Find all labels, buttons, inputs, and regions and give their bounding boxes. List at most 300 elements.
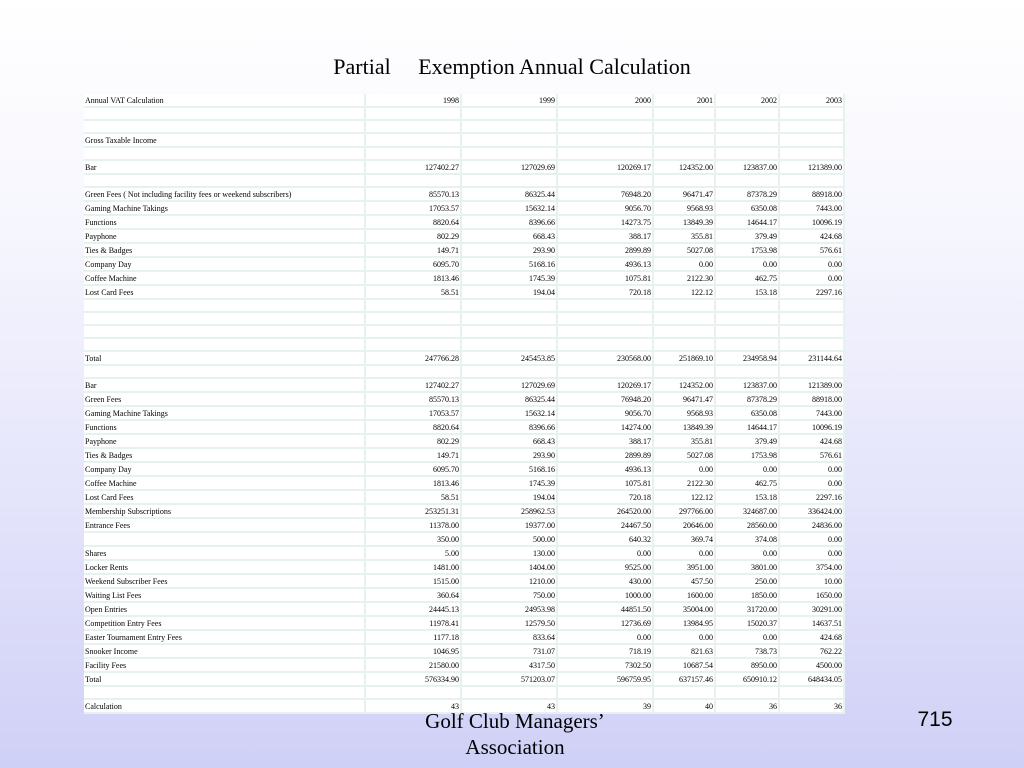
value-cell [779,107,844,120]
value-cell [461,174,557,187]
value-cell: 0.00 [779,546,844,560]
row-label-cell [84,312,365,325]
row-label-cell: Membership Subscriptions [84,504,365,518]
value-cell [365,312,461,325]
table-row [84,271,844,285]
value-cell: 8950.00 [715,658,779,672]
row-label-cell [84,107,365,120]
table-row [84,420,844,434]
value-cell: 39 [557,699,653,713]
table-row [84,476,844,490]
table-row [84,686,844,699]
row-label-cell: Locker Rents [84,560,365,574]
value-cell: 430.00 [557,574,653,588]
value-cell [365,147,461,160]
table-row [84,588,844,602]
table-row [84,120,844,133]
value-cell: 14644.17 [715,215,779,229]
value-cell: 8396.66 [461,420,557,434]
value-cell: 4936.13 [557,462,653,476]
value-cell: 35004.00 [653,602,715,616]
row-label-cell: Snooker Income [84,644,365,658]
row-label-cell: Total [84,672,365,686]
table-row [84,147,844,160]
value-cell: 30291.00 [779,602,844,616]
value-cell [779,325,844,338]
value-cell [715,312,779,325]
value-cell [461,299,557,312]
value-cell [557,147,653,160]
value-cell: 350.00 [365,532,461,546]
value-cell: 293.90 [461,243,557,257]
table-row [84,187,844,201]
slide-title [0,53,1024,81]
value-cell: 576.61 [779,243,844,257]
table-row [84,365,844,378]
value-cell: 720.18 [557,490,653,504]
table-row [84,448,844,462]
value-cell: 194.04 [461,285,557,299]
table-row [84,434,844,448]
value-cell: 96471.47 [653,187,715,201]
value-cell [779,133,844,147]
value-cell: 120269.17 [557,160,653,174]
row-label-cell [84,338,365,351]
value-cell: 0.00 [779,257,844,271]
value-cell: 7302.50 [557,658,653,672]
value-cell: 0.00 [557,546,653,560]
value-cell: 96471.47 [653,392,715,406]
value-cell: 87378.29 [715,187,779,201]
table-row [84,351,844,365]
value-cell: 14273.75 [557,215,653,229]
value-cell: 457.50 [653,574,715,588]
value-cell: 1210.00 [461,574,557,588]
table-row [84,406,844,420]
row-label-cell [84,325,365,338]
value-cell: 86325.44 [461,187,557,201]
value-cell: 640.32 [557,532,653,546]
row-label-cell: Bar [84,378,365,392]
value-cell: 19377.00 [461,518,557,532]
value-cell: 11978.41 [365,616,461,630]
value-cell: 7443.00 [779,201,844,215]
value-cell: 122.12 [653,490,715,504]
table-row [84,257,844,271]
value-cell: 123837.00 [715,160,779,174]
header-cell-year: 2001 [653,94,715,107]
value-cell: 9056.70 [557,201,653,215]
value-cell: 8820.64 [365,420,461,434]
value-cell [779,365,844,378]
value-cell: 1745.39 [461,271,557,285]
value-cell: 10687.54 [653,658,715,672]
value-cell [779,299,844,312]
value-cell: 1075.81 [557,271,653,285]
value-cell: 153.18 [715,285,779,299]
value-cell: 1515.00 [365,574,461,588]
value-cell: 762.22 [779,644,844,658]
row-label-cell [84,686,365,699]
value-cell: 738.73 [715,644,779,658]
value-cell: 0.00 [779,532,844,546]
value-cell: 1177.18 [365,630,461,644]
row-label-cell: Coffee Machine [84,476,365,490]
value-cell: 36 [715,699,779,713]
value-cell: 36 [779,699,844,713]
value-cell [653,174,715,187]
table-row [84,378,844,392]
value-cell: 1813.46 [365,476,461,490]
row-label-cell: Ties & Badges [84,448,365,462]
table-row [84,560,844,574]
slide-number: 715 [917,708,953,731]
value-cell: 8820.64 [365,215,461,229]
table-row [84,243,844,257]
value-cell: 637157.46 [653,672,715,686]
value-cell: 0.00 [653,546,715,560]
value-cell: 24836.00 [779,518,844,532]
header-cell-label: Annual VAT Calculation [84,94,365,107]
value-cell [779,686,844,699]
value-cell: 0.00 [557,630,653,644]
row-label-cell [84,147,365,160]
value-cell: 9568.93 [653,406,715,420]
table-row [84,338,844,351]
value-cell: 5168.16 [461,462,557,476]
value-cell: 3801.00 [715,560,779,574]
value-cell: 324687.00 [715,504,779,518]
value-cell: 24467.50 [557,518,653,532]
value-cell: 85570.13 [365,392,461,406]
value-cell [557,312,653,325]
value-cell: 13984.95 [653,616,715,630]
row-label-cell [84,174,365,187]
value-cell: 1650.00 [779,588,844,602]
value-cell: 17053.57 [365,406,461,420]
table-row [84,644,844,658]
table-row [84,504,844,518]
row-label-cell: Gross Taxable Income [84,133,365,147]
value-cell [653,338,715,351]
value-cell: 43 [461,699,557,713]
value-cell [653,365,715,378]
value-cell: 462.75 [715,476,779,490]
header-cell-year: 2002 [715,94,779,107]
value-cell: 424.68 [779,434,844,448]
value-cell: 750.00 [461,588,557,602]
table-row [84,299,844,312]
row-label-cell: Open Entries [84,602,365,616]
value-cell: 1404.00 [461,560,557,574]
value-cell: 28560.00 [715,518,779,532]
table-row [84,532,844,546]
table-row [84,174,844,187]
value-cell [715,147,779,160]
value-cell: 15632.14 [461,406,557,420]
value-cell [365,120,461,133]
value-cell: 0.00 [715,462,779,476]
value-cell: 15020.37 [715,616,779,630]
value-cell: 5.00 [365,546,461,560]
value-cell: 127029.69 [461,378,557,392]
row-label-cell: Payphone [84,229,365,243]
value-cell [779,147,844,160]
value-cell: 668.43 [461,229,557,243]
value-cell: 231144.64 [779,351,844,365]
value-cell: 121389.00 [779,160,844,174]
value-cell: 374.08 [715,532,779,546]
value-cell: 0.00 [653,257,715,271]
value-cell [653,147,715,160]
value-cell: 10.00 [779,574,844,588]
value-cell: 6350.08 [715,406,779,420]
value-cell: 1753.98 [715,243,779,257]
value-cell: 650910.12 [715,672,779,686]
value-cell [557,120,653,133]
value-cell: 648434.05 [779,672,844,686]
value-cell: 9568.93 [653,201,715,215]
table-row [84,602,844,616]
value-cell: 1745.39 [461,476,557,490]
value-cell: 127402.27 [365,378,461,392]
value-cell: 0.00 [715,630,779,644]
value-cell: 76948.20 [557,392,653,406]
value-cell: 264520.00 [557,504,653,518]
value-cell [653,325,715,338]
header-cell-year: 1999 [461,94,557,107]
table-row [84,160,844,174]
row-label-cell: Green Fees [84,392,365,406]
value-cell [365,107,461,120]
table-row [84,215,844,229]
value-cell: 8396.66 [461,215,557,229]
value-cell: 1600.00 [653,588,715,602]
value-cell: 234958.94 [715,351,779,365]
value-cell: 10096.19 [779,420,844,434]
title-part-main: Exemption Annual Calculation [418,54,691,79]
value-cell [461,365,557,378]
value-cell: 6095.70 [365,257,461,271]
row-label-cell: Shares [84,546,365,560]
row-label-cell [84,365,365,378]
value-cell: 2899.89 [557,243,653,257]
row-label-cell [84,532,365,546]
value-cell [779,312,844,325]
header-cell-year: 2000 [557,94,653,107]
value-cell: 86325.44 [461,392,557,406]
value-cell: 2122.30 [653,271,715,285]
value-cell: 388.17 [557,434,653,448]
value-cell [557,107,653,120]
value-cell [715,174,779,187]
value-cell: 2297.16 [779,490,844,504]
value-cell [715,107,779,120]
table-row [84,325,844,338]
value-cell: 9056.70 [557,406,653,420]
row-label-cell: Easter Tournament Entry Fees [84,630,365,644]
value-cell: 14274.00 [557,420,653,434]
value-cell: 3951.00 [653,560,715,574]
value-cell: 43 [365,699,461,713]
value-cell: 13849.39 [653,215,715,229]
value-cell: 31720.00 [715,602,779,616]
value-cell: 14644.17 [715,420,779,434]
value-cell: 2122.30 [653,476,715,490]
value-cell: 424.68 [779,630,844,644]
value-cell: 149.71 [365,448,461,462]
value-cell [365,299,461,312]
table-row [84,201,844,215]
row-label-cell: Total [84,351,365,365]
value-cell [715,338,779,351]
value-cell: 2899.89 [557,448,653,462]
value-cell: 250.00 [715,574,779,588]
value-cell: 12579.50 [461,616,557,630]
table-row [84,616,844,630]
row-label-cell: Entrance Fees [84,518,365,532]
value-cell: 0.00 [653,630,715,644]
value-cell: 7443.00 [779,406,844,420]
value-cell: 122.12 [653,285,715,299]
value-cell: 124352.00 [653,378,715,392]
row-label-cell [84,299,365,312]
value-cell: 297766.00 [653,504,715,518]
value-cell [461,686,557,699]
value-cell: 802.29 [365,229,461,243]
row-label-cell: Coffee Machine [84,271,365,285]
value-cell: 731.07 [461,644,557,658]
value-cell: 571203.07 [461,672,557,686]
value-cell: 1075.81 [557,476,653,490]
value-cell: 253251.31 [365,504,461,518]
value-cell: 87378.29 [715,392,779,406]
value-cell: 15632.14 [461,201,557,215]
value-cell: 124352.00 [653,160,715,174]
value-cell: 258962.53 [461,504,557,518]
value-cell: 251869.10 [653,351,715,365]
value-cell: 44851.50 [557,602,653,616]
row-label-cell: Calculation [84,699,365,713]
row-label-cell: Weekend Subscriber Fees [84,574,365,588]
row-label-cell [84,120,365,133]
value-cell: 500.00 [461,532,557,546]
value-cell: 6095.70 [365,462,461,476]
value-cell: 720.18 [557,285,653,299]
value-cell [365,325,461,338]
header-cell-year: 2003 [779,94,844,107]
value-cell: 13849.39 [653,420,715,434]
value-cell: 576.61 [779,448,844,462]
value-cell [779,174,844,187]
table-body [84,94,844,713]
value-cell: 0.00 [715,546,779,560]
row-label-cell: Waiting List Fees [84,588,365,602]
title-part-partial: Partial [333,54,391,79]
row-label-cell: Gaming Machine Takings [84,201,365,215]
value-cell [715,133,779,147]
value-cell: 293.90 [461,448,557,462]
value-cell: 355.81 [653,229,715,243]
value-cell: 0.00 [715,257,779,271]
row-label-cell: Company Day [84,257,365,271]
value-cell: 5168.16 [461,257,557,271]
value-cell [365,338,461,351]
row-label-cell: Company Day [84,462,365,476]
value-cell: 2297.16 [779,285,844,299]
value-cell: 4317.50 [461,658,557,672]
value-cell: 424.68 [779,229,844,243]
table-row [84,546,844,560]
value-cell: 194.04 [461,490,557,504]
table-row [84,630,844,644]
value-cell: 462.75 [715,271,779,285]
value-cell [461,133,557,147]
row-label-cell: Functions [84,420,365,434]
value-cell: 0.00 [779,476,844,490]
value-cell [557,325,653,338]
table-row [84,133,844,147]
row-label-cell: Lost Card Fees [84,490,365,504]
footer-organization: Golf Club Managers’ Association [425,709,605,759]
value-cell: 668.43 [461,434,557,448]
value-cell [715,686,779,699]
table-row [84,107,844,120]
value-cell: 1000.00 [557,588,653,602]
value-cell: 0.00 [779,271,844,285]
value-cell: 120269.17 [557,378,653,392]
value-cell: 153.18 [715,490,779,504]
value-cell [365,365,461,378]
row-label-cell: Ties & Badges [84,243,365,257]
value-cell [365,174,461,187]
value-cell [461,338,557,351]
value-cell: 718.19 [557,644,653,658]
table-header-row [84,94,844,107]
value-cell: 6350.08 [715,201,779,215]
row-label-cell: Payphone [84,434,365,448]
value-cell [365,686,461,699]
value-cell: 230568.00 [557,351,653,365]
value-cell: 76948.20 [557,187,653,201]
value-cell [653,133,715,147]
value-cell: 369.74 [653,532,715,546]
value-cell [653,107,715,120]
table-row [84,285,844,299]
value-cell: 14637.51 [779,616,844,630]
value-cell [461,325,557,338]
value-cell [779,338,844,351]
value-cell: 1753.98 [715,448,779,462]
value-cell [557,686,653,699]
table-row [84,490,844,504]
value-cell [715,365,779,378]
value-cell: 4500.00 [779,658,844,672]
value-cell: 24953.98 [461,602,557,616]
value-cell: 388.17 [557,229,653,243]
value-cell: 4936.13 [557,257,653,271]
value-cell [779,120,844,133]
value-cell: 0.00 [779,462,844,476]
value-cell: 821.63 [653,644,715,658]
table-row [84,462,844,476]
value-cell [365,133,461,147]
value-cell [461,312,557,325]
value-cell: 245453.85 [461,351,557,365]
row-label-cell: Bar [84,160,365,174]
value-cell: 24445.13 [365,602,461,616]
table-row [84,392,844,406]
